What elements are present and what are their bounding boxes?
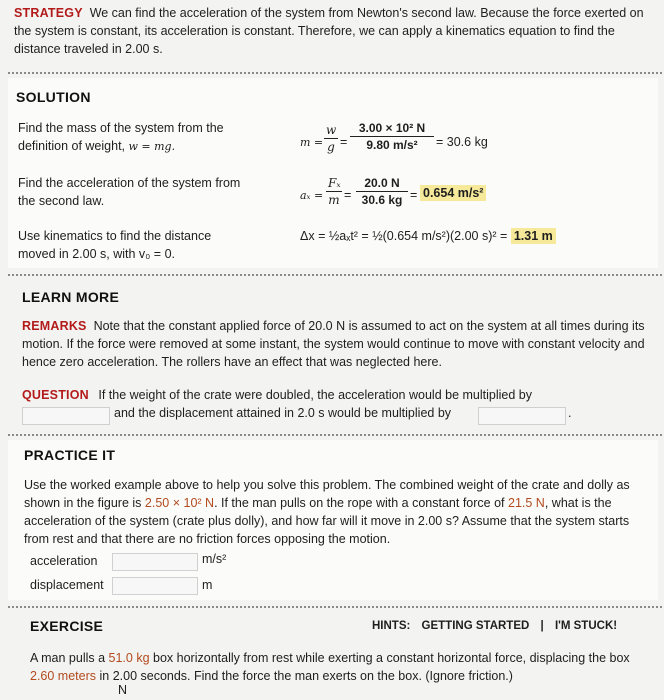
acceleration-label: acceleration	[30, 554, 98, 568]
remarks-text: Note that the constant applied force of 20.0 N is assumed to act on the system at all times during its motion. If the force were removed at some instant, the system would continue to move with constant velocity and hence zero acceleration. The rollers have an effect that was neglected here.	[22, 319, 645, 369]
question-accel-multiplier-input[interactable]	[22, 407, 110, 425]
weight-over-g: w g	[326, 123, 337, 154]
force-over-mass: Fₓ m	[328, 176, 341, 207]
weight-equation: w = mg.	[128, 140, 176, 153]
remarks-label: REMARKS	[22, 319, 87, 333]
step1-description: Find the mass of the system from the definition of weight, w = mg.	[18, 121, 224, 153]
learn-more-header: LEARN MORE	[22, 289, 120, 305]
hints-label: HINTS:	[372, 620, 411, 632]
accel-lhs: aₓ =	[300, 189, 324, 202]
exercise-header: EXERCISE	[30, 618, 104, 634]
exercise-paragraph: A man pulls a 51.0 kg box horizontally from rest while exerting a constant horizontal force, displacing the box 2.60 meters in 2.00 seconds. Find the force the man exerts on the box. (Ignore friction.)	[30, 651, 630, 683]
getting-started-link[interactable]: GETTING STARTED	[421, 620, 530, 632]
question-line-1: If the weight of the crate were doubled, the acceleration would be multiplied by	[98, 388, 532, 402]
accel-numerator: 20.0 N	[364, 176, 400, 190]
accel-fraction	[356, 176, 408, 207]
divider	[8, 434, 662, 436]
acceleration-unit: m/s²	[202, 552, 227, 566]
distance-result: 1.31 m	[511, 228, 556, 244]
displacement-label: displacement	[30, 578, 104, 592]
mass-result: = 30.6 kg	[436, 135, 488, 149]
mass-numerator: 3.00 × 10² N	[358, 121, 426, 135]
displacement-answer-input[interactable]	[112, 577, 198, 595]
distance-equation	[300, 229, 556, 243]
force-unit: N	[118, 683, 128, 697]
strategy-label: STRATEGY	[14, 6, 83, 20]
divider	[8, 274, 662, 276]
mass-denominator: 9.80 m/s²	[366, 138, 418, 152]
question-block	[22, 388, 650, 402]
step2-description: Find the acceleration of the system from the second law.	[18, 176, 241, 208]
distance-formula: Δx = ½aₓt² = ½(0.654 m/s²)(2.00 s)² =	[300, 229, 508, 243]
practice-header: PRACTICE IT	[24, 447, 116, 463]
strategy-text: We can find the acceleration of the system from Newton's second law. Because the force exerted on the system is constant, its acceleration is constant. Therefore, we can apply a kinematics equation to find the distance traveled in 2.00 s.	[14, 6, 644, 56]
divider	[8, 72, 662, 74]
question-displacement-multiplier-input[interactable]	[478, 407, 566, 425]
mass-lhs: m =	[300, 136, 324, 149]
mass-fraction	[350, 121, 434, 152]
accel-denominator: 30.6 kg	[361, 193, 403, 207]
question-line-2: and the displacement attained in 2.0 s would be multiplied by	[114, 406, 452, 420]
displacement-unit: m	[202, 578, 213, 592]
strategy-paragraph	[14, 4, 644, 58]
solution-header: SOLUTION	[16, 89, 91, 105]
remarks-paragraph	[22, 317, 650, 371]
hints-separator: |	[540, 620, 544, 632]
exercise-distance-value: 2.60 meters	[30, 669, 97, 683]
accel-result: 0.654 m/s²	[420, 185, 486, 201]
divider	[8, 606, 662, 608]
acceleration-answer-input[interactable]	[112, 553, 198, 571]
step3-description: Use kinematics to find the distance moved in 2.00 s, with v₀ = 0.	[18, 229, 212, 261]
question-period: .	[568, 406, 572, 420]
im-stuck-link[interactable]: I'M STUCK!	[554, 620, 618, 632]
practice-weight-value: 2.50 × 10² N	[144, 496, 215, 510]
practice-paragraph: Use the worked example above to help you solve this problem. The combined weight of the crate and dolly as shown in the figure is 2.50 × 10² N. If the man pulls on the rope with a constant force of 21.5 N, what is the acceleration of the system (crate plus dolly), and how far will it move in 2.00 s? Assume that the system starts from rest and that there are no friction forces opposing the motion.	[24, 478, 630, 546]
worked-example-page: STRATEGY We can find the acceleration of the system from Newton's second law. Because the force exerted on the system is constant, its acceleration is constant. Therefore, we can apply a kinematics equation to find the distance traveled in 2.00 s. SOLUTION Find the mass of the system from the definition of weight, w = mg. m = w g = 3.00 × 10² N 9.80 m/s² = 30.6 kg Find the acceleration of the system from the second law. aₓ = Fₓ m = 20.0 N 30.6 kg = 0.654 m/s² Use kinematics to find the distance moved in 2.00 s, with v₀ = 0. Δx = ½aₓt² = ½(0.654 m/s²)(2.00 s)² = 1.31 m LEARN MORE REMARKS Note that the constant applied force of 20.0 N is assumed to act on the system at all times during its motion. If the force were removed at some instant, the system would continue to move with constant velocity and hence zero acceleration. The rollers have an effect that was neglected here. QUESTION If the weight of the crate were doubled, the acceleration would be multiplied by and the displacement attained in 2.0 s would be multiplied by . PRACTICE IT Use the worked example above to help you solve this problem. The combined weight of the crate and dolly as shown in the figure is 2.50 × 10² N. If the man pulls on the rope with a constant force of 21.5 N, what is the acceleration of the system (crate plus dolly), and how far will it move in 2.00 s? Assume that the system starts from rest and that there are no friction forces opposing the motion. acceleration m/s² displacement m EXERCISE HINTS: GETTING STARTED | I'M STUCK! A man pulls a 51.0 kg box horizontally from rest while exerting a constant horizontal force, displacing the box 2.60 meters in 2.00 seconds. Find the force the man exerts on the box. (Ignore friction.) N	[0, 0, 664, 700]
hints-bar	[372, 620, 617, 632]
practice-force-value: 21.5 N	[508, 496, 545, 510]
question-label: QUESTION	[22, 388, 89, 402]
exercise-mass-value: 51.0 kg	[108, 651, 150, 665]
